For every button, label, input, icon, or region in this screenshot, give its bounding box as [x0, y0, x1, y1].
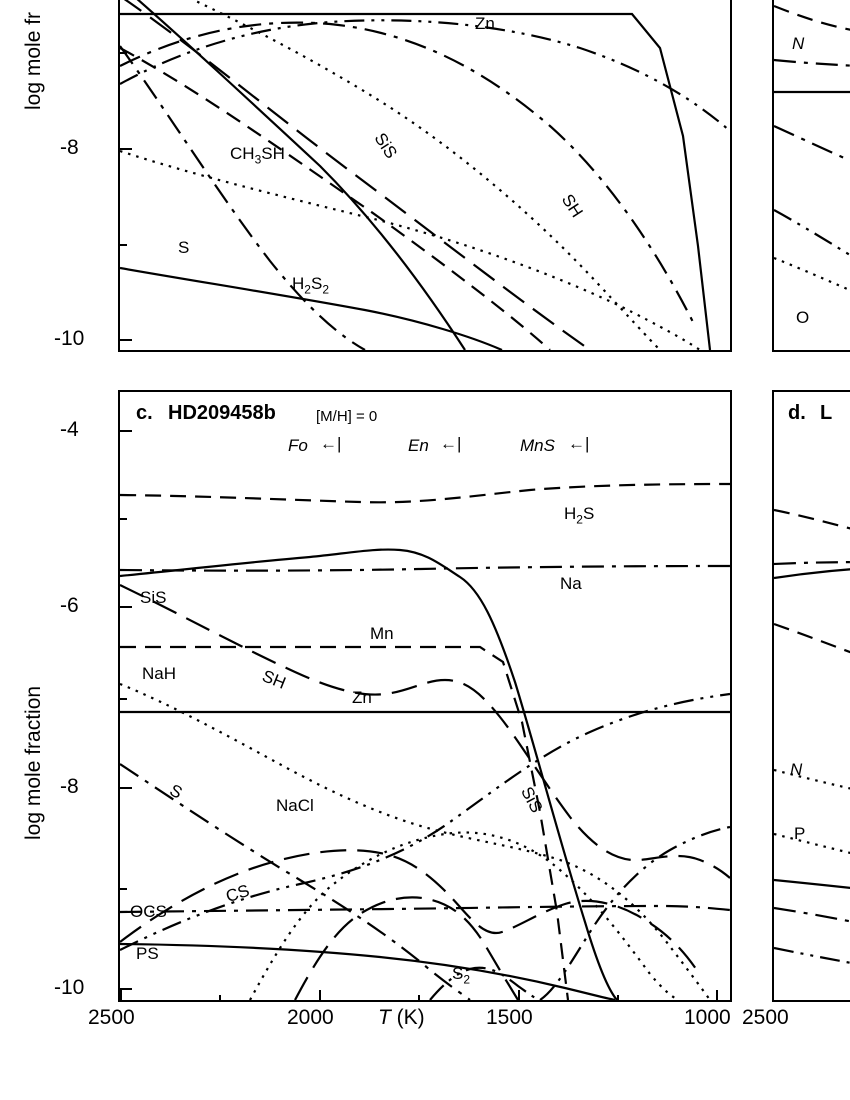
panel-c-title: HD209458b [168, 402, 276, 424]
panel-c-letter: c. [136, 402, 153, 424]
label-S-a: S [178, 238, 190, 257]
panel-d-title: L [820, 402, 833, 424]
xtick-label-1000: 1000 [684, 1006, 731, 1029]
label-H2S2-a: $H_2S_2$ [292, 274, 329, 297]
xtick-minor-2250 [219, 995, 221, 1002]
xtick-label-1500: 1500 [486, 1006, 533, 1029]
label-Zn-c: Zn [352, 688, 372, 707]
panel-d-letter: d. [788, 402, 806, 424]
label-Na-b: N [792, 34, 805, 53]
panel-d-curves [774, 392, 850, 1000]
label-Na-d: N [790, 760, 803, 779]
ytick-label-top--10: -10 [54, 327, 85, 350]
xtick-minor-1250 [617, 995, 619, 1002]
label-O-b: O [796, 308, 810, 327]
label-NaCl-c: NaCl [276, 796, 314, 815]
ytick-label-top--8: -8 [60, 136, 79, 159]
label-Na-c: Na [560, 574, 582, 593]
ytick-label-bot--8: -8 [60, 775, 79, 798]
label-SiS-c: SiS [140, 588, 167, 607]
arrow-En-icon: ←| [440, 434, 462, 453]
label-Zn-a: Zn [475, 14, 495, 33]
ytick-minor-a-1 [120, 52, 127, 54]
annotation-En: En [408, 436, 429, 455]
label-S2-c: $S_2$ [452, 964, 471, 987]
ytick-minor-c-1 [120, 518, 127, 520]
panel-c-plot [118, 390, 732, 1002]
xtick-mark-1500 [518, 990, 520, 1002]
ytick-mark-a-2 [120, 339, 132, 341]
label-CH3SH-a: $CH_3SH$ [230, 144, 285, 167]
arrow-Fo-icon: ←| [320, 434, 342, 453]
ytick-mark-c-8 [120, 787, 132, 789]
y-axis-label-bottom: log mole fraction [22, 685, 45, 840]
ytick-mark-c-6 [120, 606, 132, 608]
x-axis-title-unit: (K) [396, 1006, 425, 1029]
panel-b-plot [772, 0, 850, 352]
ytick-minor-c-2 [120, 698, 127, 700]
ytick-minor-a-2 [120, 244, 127, 246]
label-SH-c: SH [259, 666, 289, 693]
label-S-c: S [166, 780, 186, 803]
label-SH-a: SH [557, 190, 587, 221]
x-axis-title [378, 1006, 425, 1030]
label-H2S-c: $H_2S$ [564, 504, 595, 527]
label-SiS-a: SiS [370, 129, 401, 163]
ytick-mark-c-4 [120, 430, 132, 432]
panel-a-plot [118, 0, 732, 352]
xtick-label-2000: 2000 [287, 1006, 334, 1029]
label-CS-c: CS [223, 880, 252, 907]
ytick-label-bot--6: -6 [60, 594, 79, 617]
xtick-minor-1750 [418, 995, 420, 1002]
panel-c-subtitle: [M/H] = 0 [316, 408, 378, 425]
panel-b-curves [774, 0, 850, 350]
panel-c-curves [120, 392, 730, 1000]
ytick-label-bot--4: -4 [60, 418, 79, 441]
arrow-MnS-icon: ←| [568, 434, 590, 453]
ytick-minor-c-3 [120, 888, 127, 890]
panel-d-plot [772, 390, 850, 1002]
ytick-mark-a-1 [120, 148, 132, 150]
label-OCS-c: OCS [130, 902, 167, 921]
xtick-label-2500-d: 2500 [742, 1006, 789, 1029]
label-Mn-c: Mn [370, 624, 394, 643]
annotation-Fo: Fo [288, 436, 308, 455]
xtick-mark-2500 [120, 990, 122, 1002]
label-NaH-c: NaH [142, 664, 177, 683]
xtick-label-2500: 2500 [88, 1006, 135, 1029]
xtick-mark-2000 [319, 990, 321, 1002]
x-axis-title-T: T [378, 1006, 391, 1029]
panel-a-curves [120, 0, 730, 350]
annotation-MnS: MnS [520, 436, 555, 455]
label-SiS2-c: SiS [517, 783, 547, 816]
xtick-mark-1000 [716, 990, 718, 1002]
y-axis-label-top: log mole fr [22, 11, 45, 110]
label-P-d: P [794, 824, 806, 843]
label-PS-c: PS [136, 944, 159, 963]
ytick-label-bot--10: -10 [54, 976, 85, 999]
